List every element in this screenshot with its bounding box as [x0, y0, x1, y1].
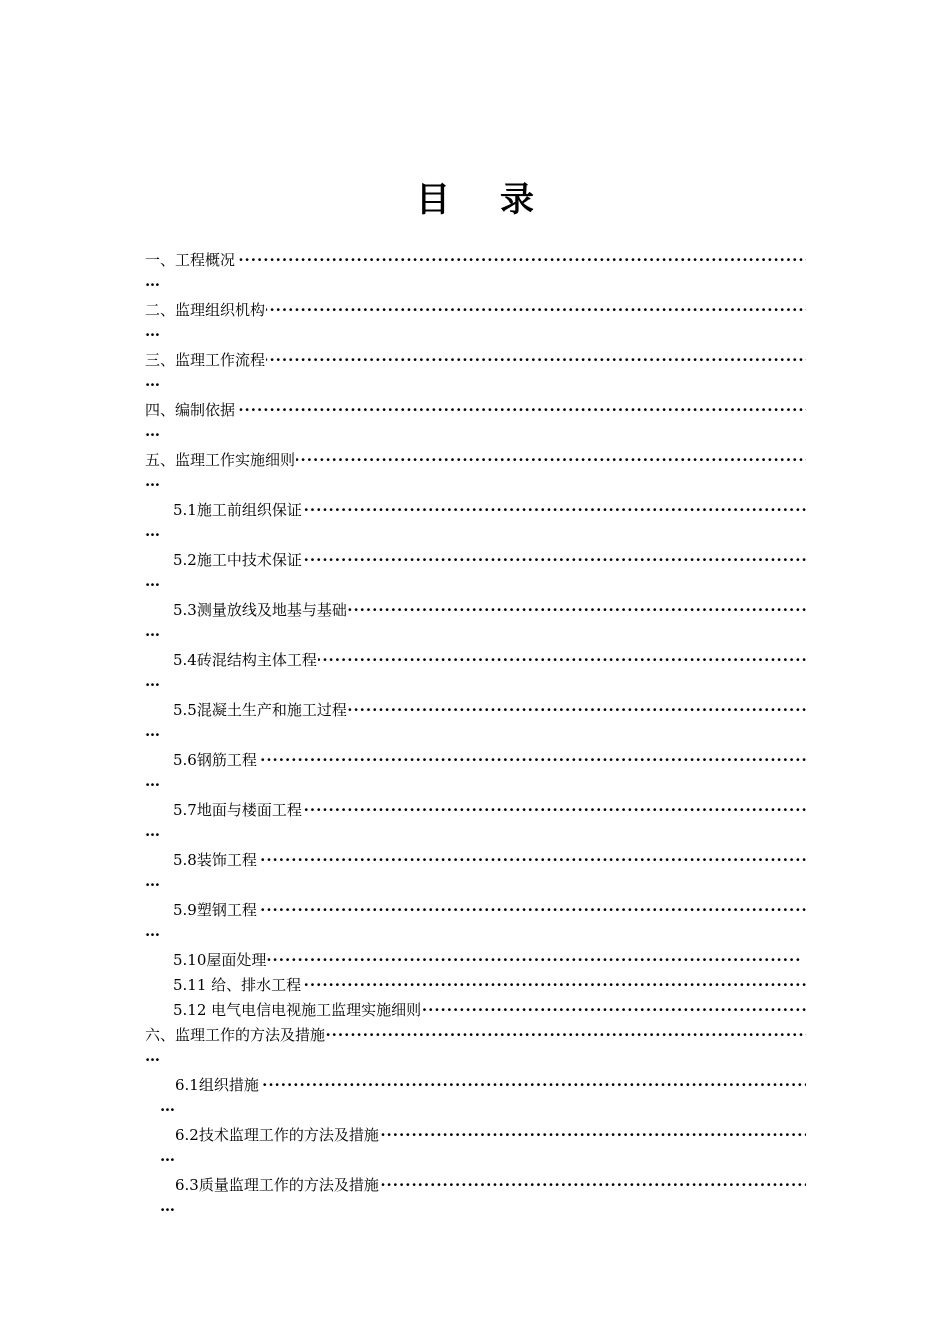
toc-entry-label: 5.4砖混结构主体工程 [173, 648, 318, 672]
toc-continuation: … [145, 572, 161, 590]
toc-entry-label: 5.11 给、排水工程 [173, 973, 302, 997]
toc-entry[interactable] [0, 398, 950, 448]
toc-entry-label: 6.2技术监理工作的方法及措施 [175, 1123, 380, 1147]
toc-entry-label: 三、监理工作流程 [145, 348, 266, 372]
toc-continuation: … [145, 872, 161, 890]
toc-continuation: … [160, 1197, 176, 1215]
toc-continuation: … [145, 322, 161, 340]
toc-entry[interactable] [0, 448, 950, 498]
page-title-char-1: 目 [416, 180, 450, 220]
toc-entry[interactable] [0, 648, 950, 698]
toc-entry[interactable] [0, 973, 950, 998]
toc-continuation: … [145, 622, 161, 640]
toc-entry-label: 5.7地面与楼面工程 [173, 798, 303, 822]
toc-continuation: … [145, 1047, 161, 1065]
toc-continuation: … [145, 672, 161, 690]
toc-entry-label: 二、监理组织机构 [145, 298, 266, 322]
toc-entry-label: 5.1施工前组织保证 [173, 498, 303, 522]
toc-entry[interactable] [0, 248, 950, 298]
toc-continuation: … [145, 522, 161, 540]
toc-entry-label: 一、工程概况 [145, 248, 236, 272]
toc-entry[interactable] [0, 348, 950, 398]
toc-continuation: … [145, 922, 161, 940]
toc-entry[interactable] [0, 898, 950, 948]
toc-leader-dots [145, 398, 806, 422]
toc-entry[interactable] [0, 748, 950, 798]
toc-entry[interactable] [0, 598, 950, 648]
toc-leader-dots [173, 748, 806, 772]
toc-entry[interactable] [0, 1023, 950, 1073]
toc-entry[interactable] [0, 1073, 950, 1123]
toc-entry-label: 5.10屋面处理 [173, 948, 267, 972]
toc-entry[interactable] [0, 698, 950, 748]
toc-entry-label: 六、监理工作的方法及措施 [145, 1023, 326, 1047]
toc-entry[interactable] [0, 798, 950, 848]
toc-leader-dots [173, 898, 806, 922]
toc-entry-label: 6.3质量监理工作的方法及措施 [175, 1173, 380, 1197]
toc-entry-label: 6.1组织措施 [175, 1073, 260, 1097]
toc-entry-label: 5.5混凝土生产和施工过程 [173, 698, 348, 722]
toc-entry-label: 四、编制依据 [145, 398, 236, 422]
toc-entry-label: 5.8装饰工程 [173, 848, 258, 872]
toc-entry[interactable] [0, 498, 950, 548]
toc-continuation: … [145, 722, 161, 740]
toc-entry-label: 5.3测量放线及地基与基础 [173, 598, 348, 622]
toc-continuation: … [145, 772, 161, 790]
toc-leader-dots [175, 1073, 806, 1097]
toc-entry-label: 五、监理工作实施细则 [145, 448, 296, 472]
toc-continuation: … [145, 372, 161, 390]
toc-continuation: … [145, 422, 161, 440]
toc-entry[interactable] [0, 1123, 950, 1173]
toc-continuation: … [145, 822, 161, 840]
table-of-contents [0, 248, 950, 1223]
page-title [0, 178, 950, 222]
toc-entry[interactable] [0, 1173, 950, 1223]
toc-continuation: … [160, 1097, 176, 1115]
toc-continuation: … [145, 472, 161, 490]
toc-entry[interactable] [0, 298, 950, 348]
page-title-char-2: 录 [500, 180, 534, 220]
toc-continuation: … [145, 272, 161, 290]
toc-entry-label: 5.9塑钢工程 [173, 898, 258, 922]
toc-entry[interactable] [0, 948, 950, 973]
toc-entry-label: 5.12 电气电信电视施工监理实施细则 [173, 998, 422, 1022]
toc-entry-label: 5.2施工中技术保证 [173, 548, 303, 572]
toc-entry[interactable] [0, 998, 950, 1023]
toc-entry-label: 5.6钢筋工程 [173, 748, 258, 772]
toc-entry[interactable] [0, 848, 950, 898]
toc-leader-dots [173, 848, 806, 872]
toc-continuation: … [160, 1147, 176, 1165]
toc-entry[interactable] [0, 548, 950, 598]
toc-leader-dots [145, 248, 806, 272]
